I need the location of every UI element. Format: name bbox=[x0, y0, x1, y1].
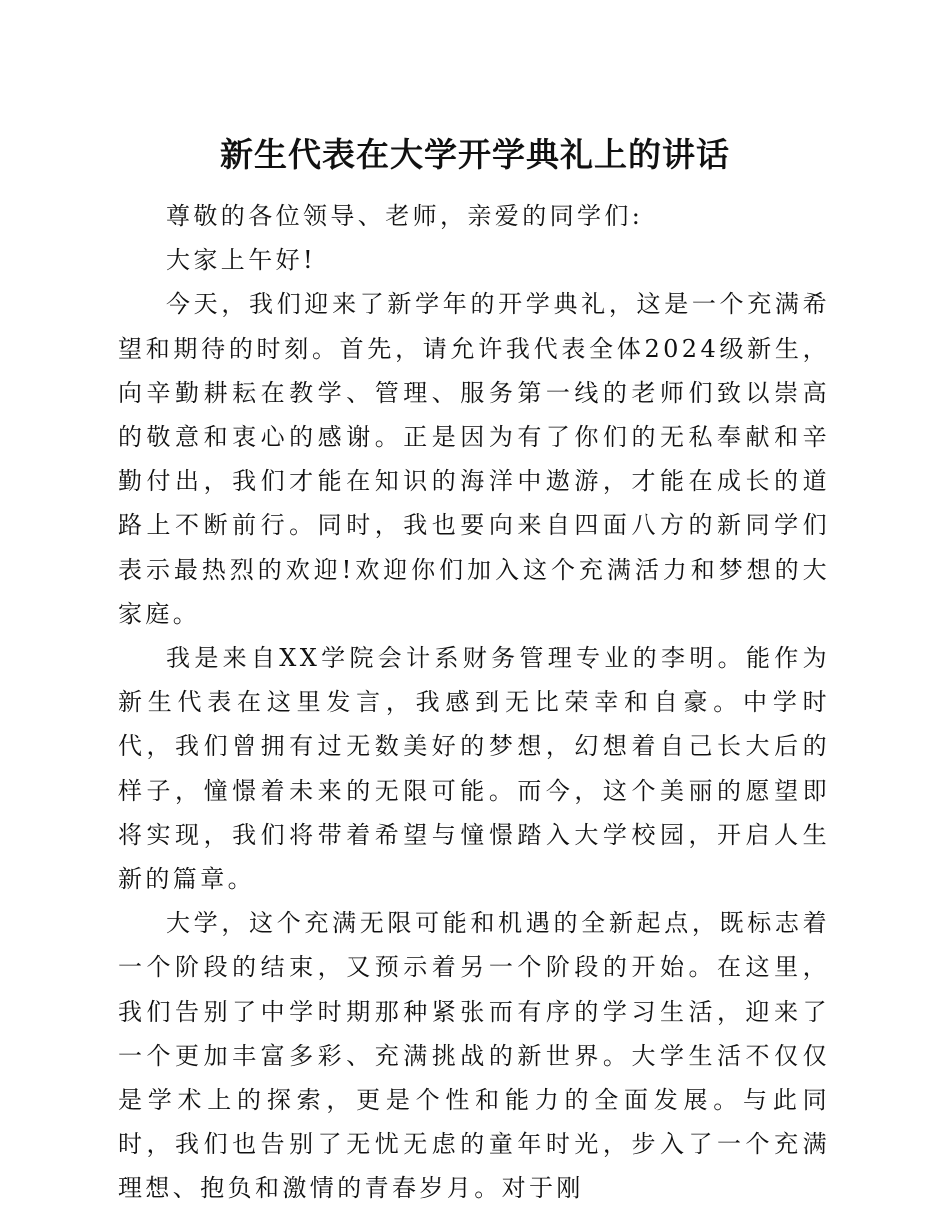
paragraph: 今天，我们迎来了新学年的开学典礼，这是一个充满希望和期待的时刻。首先，请允许我代表全体2024级新生，向辛勤耕耘在教学、管理、服务第一线的老师们致以崇高的敬意和衷心的感谢。正是因为有了你们的无私奉献和辛勤付出，我们才能在知识的海洋中遨游，才能在成长的道路上不断前行。同时，我也要向来自四面八方的新同学们表示最热烈的欢迎!欢迎你们加入这个充满活力和梦想的大家庭。 bbox=[118, 290, 830, 628]
paragraph: 我是来自XX学院会计系财务管理专业的李明。能作为新生代表在这里发言，我感到无比荣幸和自豪。中学时代，我们曾拥有过无数美好的梦想，幻想着自己长大后的样子，憧憬着未来的无限可能。而今，这个美丽的愿望即将实现，我们将带着希望与憧憬踏入大学校园，开启人生新的篇章。 bbox=[118, 644, 830, 894]
salutation: 尊敬的各位领导、老师，亲爱的同学们: bbox=[166, 202, 644, 230]
document-title: 新生代表在大学开学典礼上的讲话 bbox=[220, 135, 730, 174]
document-body bbox=[118, 194, 830, 1211]
paragraph: 大学，这个充满无限可能和机遇的全新起点，既标志着一个阶段的结束，又预示着另一个阶段的开始。在这里，我们告别了中学时期那种紧张而有序的学习生活，迎来了一个更加丰富多彩、充满挑战的新世界。大学生活不仅仅是学术上的探索，更是个性和能力的全面发展。与此同时，我们也告别了无忧无虑的童年时光，步入了一个充满理想、抱负和激情的青春岁月。对于刚 bbox=[118, 909, 830, 1203]
greeting: 大家上午好! bbox=[166, 246, 317, 275]
